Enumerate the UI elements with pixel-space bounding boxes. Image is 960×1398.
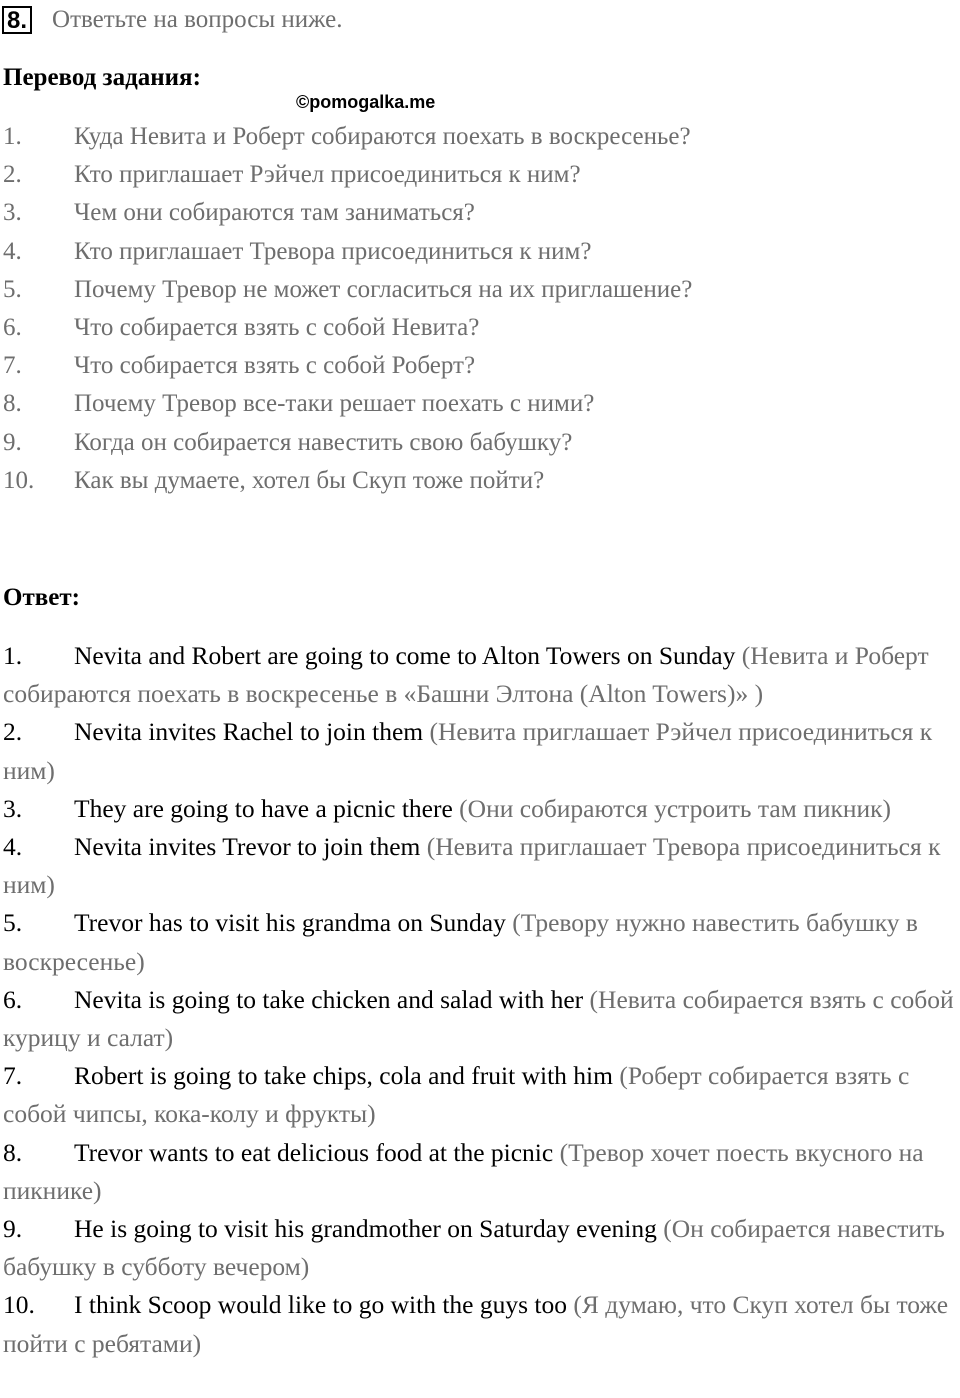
answer-heading: Ответ: <box>3 584 80 611</box>
answer-russian: (Роберт собирается взять с собой чипсы, кока-колу и фрукты) <box>3 1061 910 1129</box>
answer-russian: (Они собираются устроить там пикник) <box>459 793 892 823</box>
question-number: 1. <box>3 123 22 150</box>
question-number: 2. <box>3 161 22 189</box>
answer-english: Nevita invites Trevor to join them <box>74 832 421 862</box>
watermark: ©pomogalka.me <box>296 92 436 112</box>
answer-russian: (Невита собирается взять с собой курицу и салат) <box>3 984 954 1053</box>
question-item <box>3 385 692 423</box>
question-item <box>3 462 692 500</box>
answer-english: They are going to have a picnic there <box>74 793 453 823</box>
answer-russian: (Невита и Роберт собираются поехать в воскресенье в «Башни Элтона (Alton Towers)» ) <box>3 641 929 709</box>
question-item <box>3 233 692 271</box>
answer-russian: (Я думаю, что Скуп хотел бы тоже пойти с ребятами) <box>3 1290 949 1358</box>
question-item <box>3 156 692 194</box>
answer-english: Nevita and Robert are going to come to Alton Towers on Sunday <box>74 641 736 670</box>
answer-russian: (Он собирается навестить бабушку в субботу вечером) <box>3 1214 945 1282</box>
question-number: 6. <box>3 313 22 341</box>
answer-russian: (Невита приглашает Рэйчел присоединиться к ним) <box>3 717 933 785</box>
translation-heading: Перевод задания: <box>3 64 201 91</box>
answer-number: 4. <box>3 832 23 862</box>
answer-english: Robert is going to take chips, cola and fruit with him <box>74 1061 613 1091</box>
question-item <box>3 424 692 462</box>
answer-english: Trevor has to visit his grandma on Sunday <box>74 908 506 938</box>
answer-item <box>3 637 958 713</box>
question-number: 3. <box>3 199 22 227</box>
question-item <box>3 194 692 232</box>
answer-english: Nevita is going to take chicken and salad with her <box>74 984 584 1014</box>
answer-english: Trevor wants to eat delicious food at the picnic <box>74 1137 554 1167</box>
question-text: Куда Невита и Роберт собираются поехать в воскресенье? <box>74 123 691 150</box>
question-number: 8. <box>3 390 22 418</box>
task-number-badge: 8. <box>2 6 32 34</box>
question-text: Кто приглашает Рэйчел присоединиться к ним? <box>74 161 581 189</box>
answer-number: 10. <box>3 1290 35 1320</box>
answer-item <box>3 1134 958 1210</box>
question-item <box>3 347 692 385</box>
answer-english: He is going to visit his grandmother on Saturday evening <box>74 1214 657 1244</box>
question-text: Что собирается взять с собой Роберт? <box>74 352 476 380</box>
question-text: Почему Тревор все-таки решает поехать с ними? <box>74 390 595 418</box>
question-item <box>3 118 692 156</box>
answer-item <box>3 1210 958 1286</box>
question-text: Что собирается взять с собой Невита? <box>74 313 480 341</box>
question-text: Как вы думаете, хотел бы Скуп тоже пойти? <box>74 466 545 494</box>
question-number: 5. <box>3 275 22 303</box>
answer-item <box>3 713 958 789</box>
question-item <box>3 271 692 309</box>
task-header <box>2 4 342 36</box>
question-text: Почему Тревор не может согласиться на их приглашение? <box>74 275 693 303</box>
answer-item <box>3 828 958 904</box>
answer-number: 9. <box>3 1214 23 1244</box>
question-text: Кто приглашает Тревора присоединиться к ним? <box>74 237 592 265</box>
answer-russian: (Невита приглашает Тревора присоединиться к ним) <box>3 832 941 900</box>
question-list <box>3 118 692 500</box>
question-number: 10. <box>3 466 35 494</box>
answer-number: 6. <box>3 984 23 1014</box>
question-number: 7. <box>3 352 22 380</box>
question-number: 4. <box>3 237 22 265</box>
answer-number: 5. <box>3 908 23 938</box>
answer-number: 8. <box>3 1137 23 1167</box>
answer-item <box>3 1057 958 1133</box>
answer-number: 3. <box>3 793 23 823</box>
answer-list <box>3 637 958 1363</box>
answer-item <box>3 790 958 828</box>
answer-number: 1. <box>3 641 23 670</box>
answer-number: 2. <box>3 717 23 747</box>
question-number: 9. <box>3 428 22 456</box>
answer-english: Nevita invites Rachel to join them <box>74 717 424 747</box>
answer-russian: (Тревору нужно навестить бабушку в воскресенье) <box>3 908 918 976</box>
answer-english: I think Scoop would like to go with the guys too <box>74 1290 567 1320</box>
answer-russian: (Тревор хочет поесть вкусного на пикнике) <box>3 1137 924 1205</box>
answer-number: 7. <box>3 1061 23 1091</box>
task-instruction: Ответьте на вопросы ниже. <box>52 6 343 33</box>
answer-item <box>3 904 958 980</box>
question-text: Когда он собирается навестить свою бабушку? <box>74 428 573 456</box>
question-text: Чем они собираются там заниматься? <box>74 199 475 227</box>
question-item <box>3 309 692 347</box>
answer-item <box>3 981 958 1057</box>
answer-item <box>3 1286 958 1362</box>
